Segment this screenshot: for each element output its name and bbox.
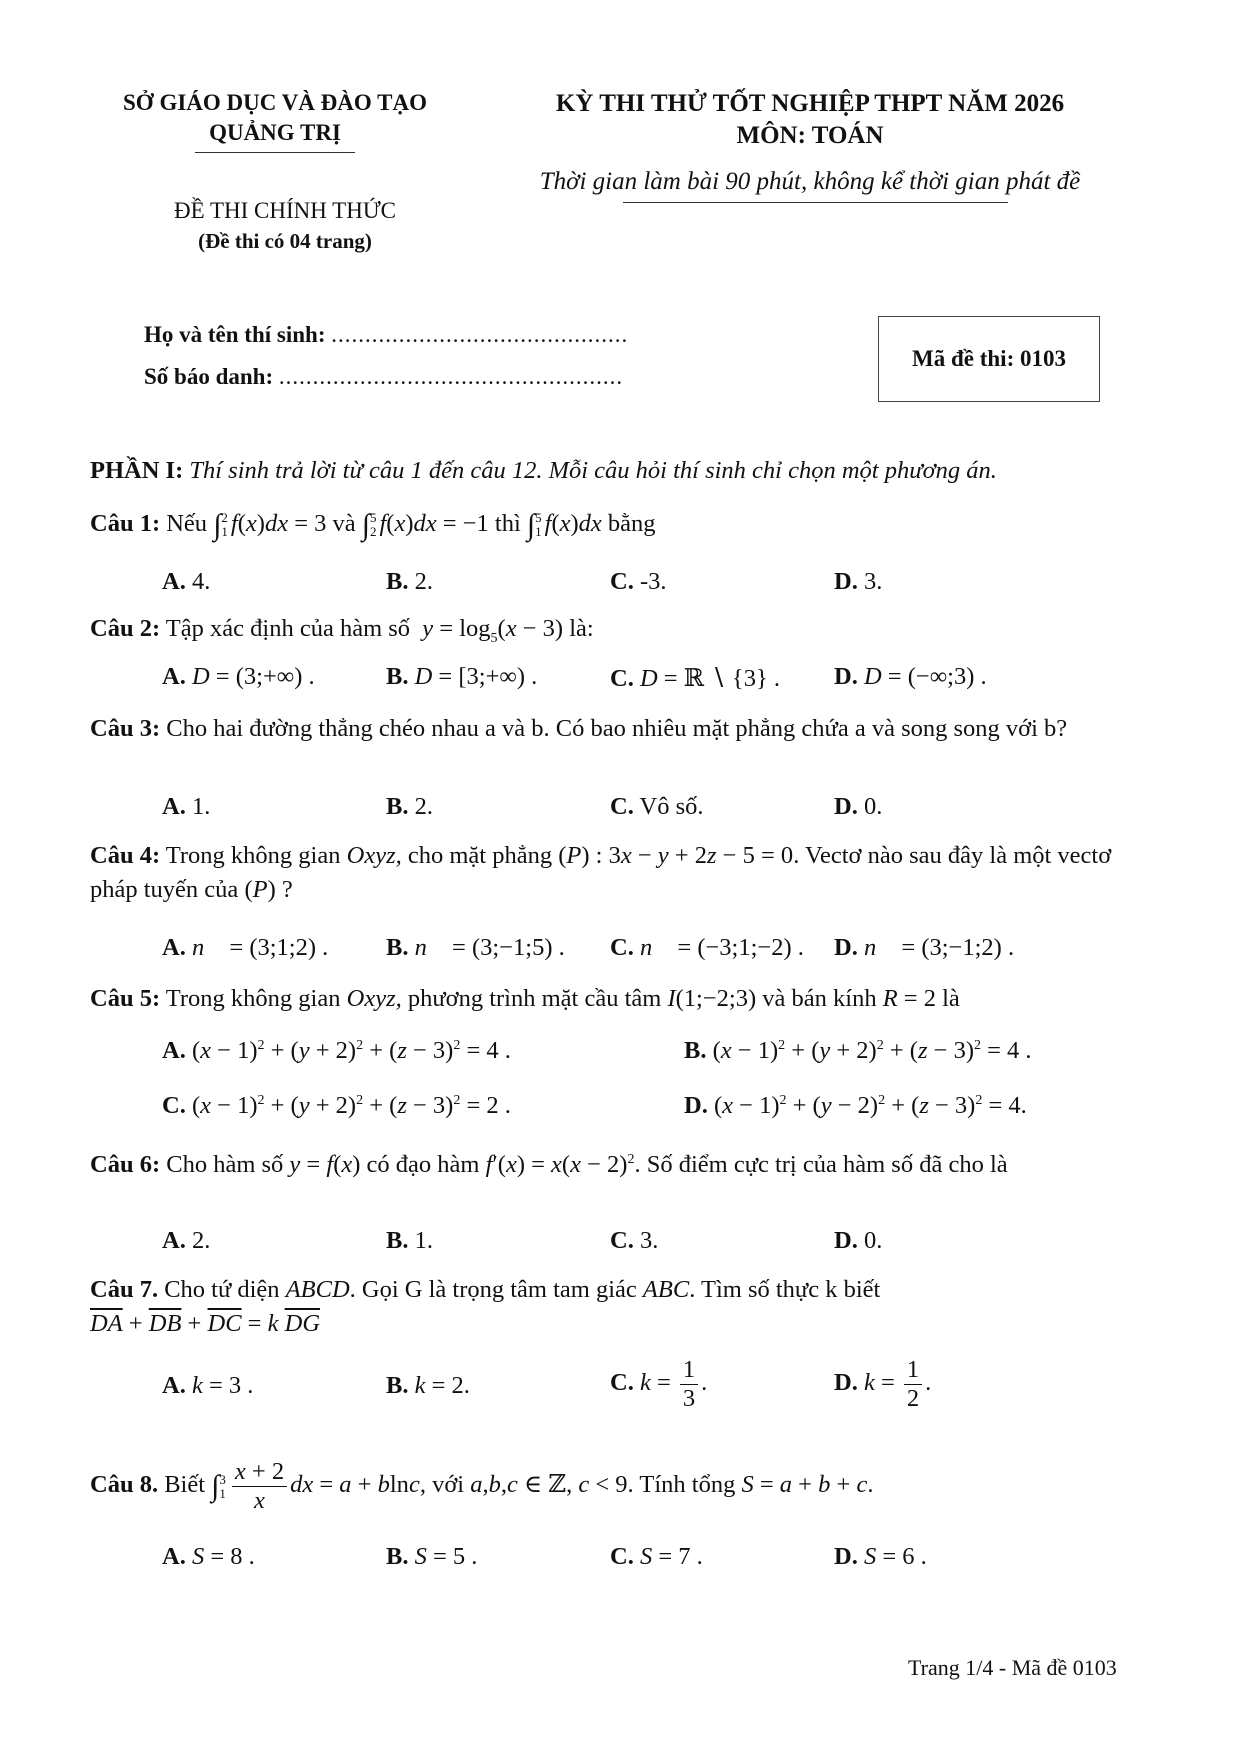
question-text: thì [494, 510, 521, 537]
q2-option-b[interactable]: B. D = [3;+∞) . [386, 663, 538, 690]
q3-option-b[interactable]: B. 2. [386, 793, 433, 820]
integral-limits: 5 1 [535, 510, 542, 540]
q6-option-a[interactable]: A. 2. [162, 1227, 211, 1254]
integral-sign: ∫ [213, 508, 222, 542]
question-3 [90, 712, 1145, 746]
question-text: . Số điểm cực trị của hàm số đã cho là [634, 1151, 1008, 1179]
department-header [90, 88, 460, 148]
candidate-name-row [144, 322, 628, 348]
question-text: , với [419, 1471, 465, 1499]
candidate-name-label: Họ và tên thí sinh: [144, 322, 326, 347]
q6-option-b[interactable]: B. 1. [386, 1227, 433, 1254]
q1-option-b[interactable]: B. 2. [386, 568, 433, 595]
question-7: Câu 7. Cho tứ diện ABCD. Gọi G là trọng tâm tam giác ABC. Tìm số thực k biết $\overline{DA} + \overline{DB} + \overline{DC} = k$ $\overline{DG}$ [90, 1276, 881, 1337]
q2-option-d[interactable]: D. D = (−∞;3) . [834, 663, 987, 690]
q8-option-b[interactable]: B. S = 5 . [386, 1543, 478, 1570]
q1-option-a[interactable]: A. 4. [162, 568, 211, 595]
question-1: Câu 1: Nếu ∫ 2 1 f(x)dx = 3 và ∫ 5 2 f(x)dx = −1 thì ∫ 5 1 f(x)dx bằng [90, 508, 656, 542]
part1-label: PHẦN I: [90, 457, 184, 484]
question-text: . Gọi G là trọng tâm tam giác [349, 1276, 637, 1303]
integral-limits: 3 1 [219, 1471, 226, 1501]
q8-option-c[interactable]: C. S = 7 . [610, 1543, 703, 1570]
question-text: . Vectơ nào sau đây là một vectơ pháp tuyến của [90, 842, 1112, 903]
q4-option-b[interactable]: B. n⃗ = (3;−1;5) . [386, 934, 565, 961]
time-underline [623, 202, 1008, 203]
question-label: Câu 5: [90, 985, 161, 1012]
exam-header [470, 88, 1150, 152]
question-label: Câu 2: [90, 615, 161, 642]
part1-text: Thí sinh trả lời từ câu 1 đến câu 12. Mỗi câu hỏi thí sinh chỉ chọn một phương án. [189, 457, 997, 484]
question-label: Câu 3: [90, 715, 161, 742]
question-text: là: [569, 615, 594, 642]
question-label: Câu 4: [90, 842, 161, 869]
question-text: Cho hai đường thẳng chéo nhau a và b. Có bao nhiêu mặt phẳng chứa a và song song với b? [166, 715, 1068, 742]
exam-subject: MÔN: TOÁN [736, 122, 884, 149]
q7-option-c[interactable]: C. k = $\frac{1}{3}$ . [610, 1356, 708, 1412]
candidate-id-row [144, 364, 623, 390]
q4-option-a[interactable]: A. n⃗ = (3;1;2) . [162, 934, 329, 961]
question-text: Nếu [166, 510, 208, 537]
q5-option-b[interactable]: B. $(x - 1)^2 + (y + 2)^2 + (z - 3)^2 = 4$ . [684, 1037, 1032, 1064]
candidate-id-label: Số báo danh: [144, 364, 274, 389]
question-text: Tính tổng [639, 1471, 736, 1499]
q5-option-c[interactable]: C. $(x - 1)^2 + (y + 2)^2 + (z - 3)^2 = 2$ . [162, 1092, 511, 1119]
q3-option-a[interactable]: A. 1. [162, 793, 211, 820]
question-6: Câu 6: Cho hàm số y = f(x) có đạo hàm $f'(x) = x(x - 2)^2$. Số điểm cực trị của hàm số đã cho là [90, 1151, 1008, 1179]
q2-option-c[interactable]: C. D = ℝ ∖ {3} . [610, 665, 780, 692]
question-text: và [332, 510, 356, 537]
question-text: . Tìm số thực k biết [689, 1276, 881, 1303]
q4-option-d[interactable]: D. n⃗ = (3;−1;2) . [834, 934, 1015, 961]
official-label: ĐỀ THI CHÍNH THỨC [173, 198, 397, 223]
question-text: bằng [607, 510, 656, 537]
question-label: Câu 1: [90, 510, 161, 537]
exam-title: KỲ THI THỬ TỐT NGHIỆP THPT NĂM 2026 [555, 90, 1065, 117]
question-label: Câu 6: [90, 1151, 161, 1179]
time-note: Thời gian làm bài 90 phút, không kể thời gian phát đề [539, 168, 1081, 195]
q3-option-c[interactable]: C. Vô số. [610, 793, 704, 820]
question-text: Tập xác định của hàm số [165, 615, 411, 642]
province-name: QUẢNG TRỊ [209, 120, 341, 145]
question-4: Câu 4: Trong không gian Oxyz, cho mặt phẳng (P) : 3x − y + 2z − 5 = 0. Vectơ nào sau đây là một vectơ pháp tuyến của (P) ? [90, 842, 1112, 903]
q7-option-d[interactable]: D. k = $\frac{1}{2}$ . [834, 1356, 932, 1412]
page-footer: Trang 1/4 - Mã đề 0103 [908, 1655, 1117, 1680]
q7-option-a[interactable]: A. k = 3 . [162, 1372, 254, 1399]
integral-sign: ∫ [361, 508, 370, 542]
q6-option-c[interactable]: C. 3. [610, 1227, 659, 1254]
question-text: Biết [164, 1471, 206, 1499]
q5-option-d[interactable]: D. $(x - 1)^2 + (y - 2)^2 + (z - 3)^2 = 4$. [684, 1092, 1027, 1119]
question-text: Trong không gian [165, 842, 341, 869]
question-text: Cho tứ diện [164, 1276, 280, 1303]
province-underline [195, 152, 355, 153]
question-label: Câu 7. [90, 1276, 159, 1303]
question-5: Câu 5: Trong không gian Oxyz, phương trình mặt cầu tâm I(1;−2;3) và bán kính R = 2 là [90, 985, 960, 1012]
q1-option-d[interactable]: D. 3. [834, 568, 883, 595]
q1-option-c[interactable]: C. -3. [610, 568, 667, 595]
question-8: Câu 8. Biết ∫ 3 1 $\frac{x + 2}{x}$ dx = a + blnc, với a,b,c ∈ ℤ, c < 9. Tính tổng S = a + b + c. [90, 1458, 874, 1514]
candidate-name-field[interactable]: ............................................ [331, 322, 629, 347]
question-text: Oxyz, [346, 842, 402, 869]
question-text: và bán kính [762, 985, 877, 1012]
integral-sign: ∫ [526, 508, 536, 542]
q8-option-d[interactable]: D. S = 6 . [834, 1543, 927, 1570]
q3-option-d[interactable]: D. 0. [834, 793, 883, 820]
exam-code-box [878, 316, 1100, 402]
q8-option-a[interactable]: A. S = 8 . [162, 1543, 255, 1570]
pages-note: (Đề thi có 04 trang) [198, 229, 372, 253]
part1-instruction [90, 454, 1145, 488]
question-2: Câu 2: Tập xác định của hàm số $y = \log_5(x - 3)$ là: [90, 615, 594, 646]
question-text: Cho hàm số [166, 1151, 284, 1179]
question-text: có đạo hàm [366, 1151, 480, 1179]
integral-limits: 2 1 [221, 510, 228, 540]
department-name: SỞ GIÁO DỤC VÀ ĐÀO TẠO [123, 90, 427, 115]
integral-limits: 5 2 [369, 510, 377, 540]
question-text: Oxyz, [346, 985, 402, 1012]
q2-option-a[interactable]: A. D = (3;+∞) . [162, 663, 315, 690]
integral-sign: ∫ [211, 1469, 220, 1503]
q5-option-a[interactable]: A. $(x - 1)^2 + (y + 2)^2 + (z - 3)^2 = 4$ . [162, 1037, 511, 1064]
question-text: cho mặt phẳng [407, 842, 553, 869]
question-text: là [942, 985, 960, 1012]
question-text: Trong không gian [165, 985, 341, 1012]
question-text: phương trình mặt cầu tâm [407, 985, 662, 1012]
q6-option-d[interactable]: D. 0. [834, 1227, 883, 1254]
q7-option-b[interactable]: B. k = 2. [386, 1372, 470, 1399]
q4-option-c[interactable]: C. n⃗ = (−3;1;−2) . [610, 934, 804, 961]
question-label: Câu 8. [90, 1471, 159, 1499]
exam-code: Mã đề thi: 0103 [912, 346, 1066, 371]
candidate-id-field[interactable]: ................................................... [278, 364, 624, 389]
